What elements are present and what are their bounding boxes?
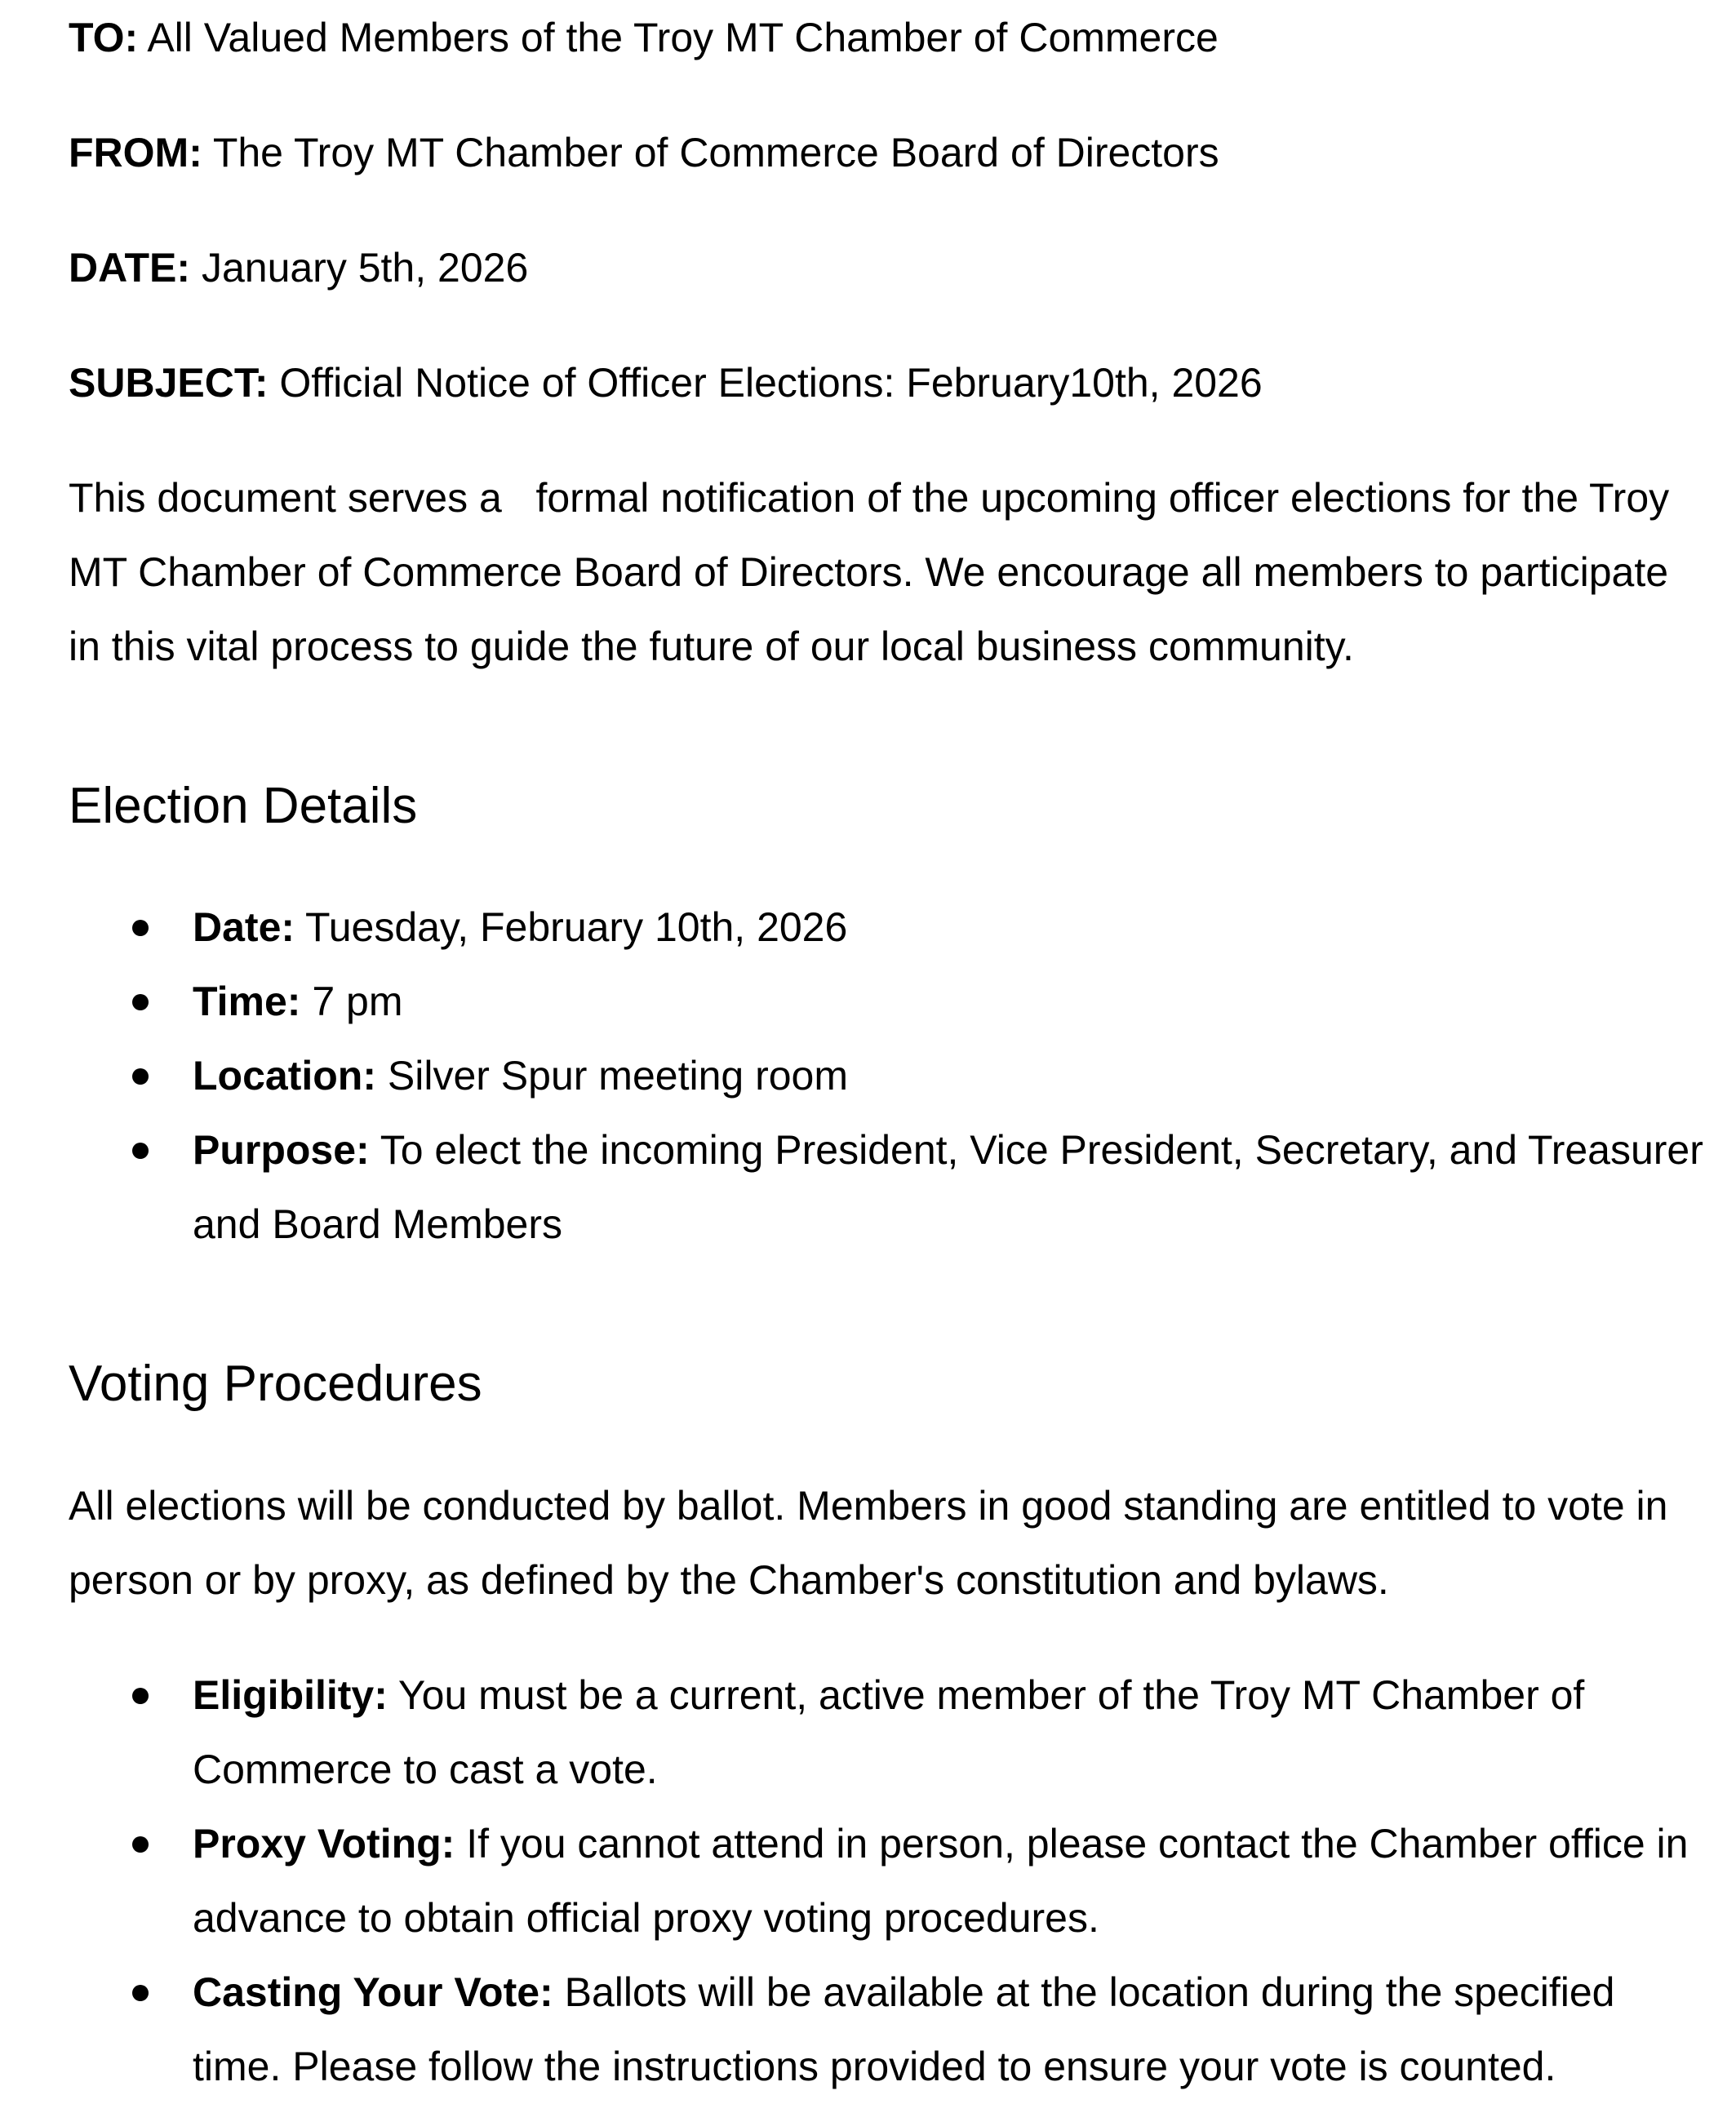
voting-procedures-list xyxy=(69,1658,1701,2104)
item-text: To elect the incoming President, Vice President, Secretary, and Treasurer and Board Members xyxy=(193,1127,1703,1247)
memo-to-line xyxy=(69,13,1219,62)
item-text: 7 pm xyxy=(300,979,403,1024)
bullet-icon xyxy=(132,1688,149,1704)
item-label: Date: xyxy=(193,904,295,950)
list-item xyxy=(69,965,1711,1039)
memo-date-value: January 5th, 2026 xyxy=(190,245,529,291)
memo-subject-value: Official Notice of Officer Elections: February10th, 2026 xyxy=(268,360,1263,406)
item-label: Location: xyxy=(193,1053,376,1099)
item-label: Time: xyxy=(193,979,301,1024)
memo-from-line xyxy=(69,128,1219,177)
bullet-icon xyxy=(132,1068,149,1085)
item-text: Silver Spur meeting room xyxy=(375,1053,848,1099)
list-item xyxy=(69,1113,1711,1262)
list-item xyxy=(69,1807,1711,1955)
intro-paragraph: This document serves a formal notification of the upcoming officer elections for the Troy MT Chamber of Commerce Board of Directors. We encourage all members to participate in this vital process to guide the future of our local business community. xyxy=(69,475,1681,669)
memo-subject-label: SUBJECT: xyxy=(69,360,269,406)
bullet-icon xyxy=(132,920,149,936)
item-text: If you cannot attend in person, please contact the Chamber office in advance to obtain official proxy voting procedures. xyxy=(193,1821,1689,1941)
bullet-icon xyxy=(132,1143,149,1159)
list-item xyxy=(69,890,1711,965)
item-label: Eligibility: xyxy=(193,1672,388,1718)
bullet-icon xyxy=(132,994,149,1010)
voting-intro-paragraph: All elections will be conducted by ballot. Members in good standing are entitled to vote in person or by proxy, as defined by the Chamber's constitution and bylaws. xyxy=(69,1483,1668,1603)
voting-procedures-heading: Voting Procedures xyxy=(69,1356,482,1412)
item-text: Tuesday, February 10th, 2026 xyxy=(295,904,848,950)
list-item xyxy=(69,1658,1711,1807)
memo-from-label: FROM: xyxy=(69,130,202,175)
list-item xyxy=(69,1955,1711,2104)
memo-from-value: The Troy MT Chamber of Commerce Board of Directors xyxy=(202,130,1219,175)
election-details-heading: Election Details xyxy=(69,778,418,834)
memo-date-line xyxy=(69,243,528,292)
item-text: You must be a current, active member of the Troy MT Chamber of Commerce to cast a vote. xyxy=(193,1672,1585,1792)
bullet-icon xyxy=(132,1985,149,2001)
memo-date-label: DATE: xyxy=(69,245,191,291)
memo-to-value: All Valued Members of the Troy MT Chamber of Commerce xyxy=(138,15,1219,60)
item-label: Purpose: xyxy=(193,1127,370,1173)
item-label: Casting Your Vote: xyxy=(193,1969,553,2015)
election-details-list xyxy=(69,890,1701,1262)
memo-subject-line xyxy=(69,358,1263,407)
list-item xyxy=(69,1039,1711,1113)
item-text: Ballots will be available at the location during the specified time. Please follow the instructions provided to ensure your vote is counted. xyxy=(193,1969,1615,2089)
item-label: Proxy Voting: xyxy=(193,1821,455,1867)
memo-to-label: TO: xyxy=(69,15,139,60)
bullet-icon xyxy=(132,1836,149,1853)
